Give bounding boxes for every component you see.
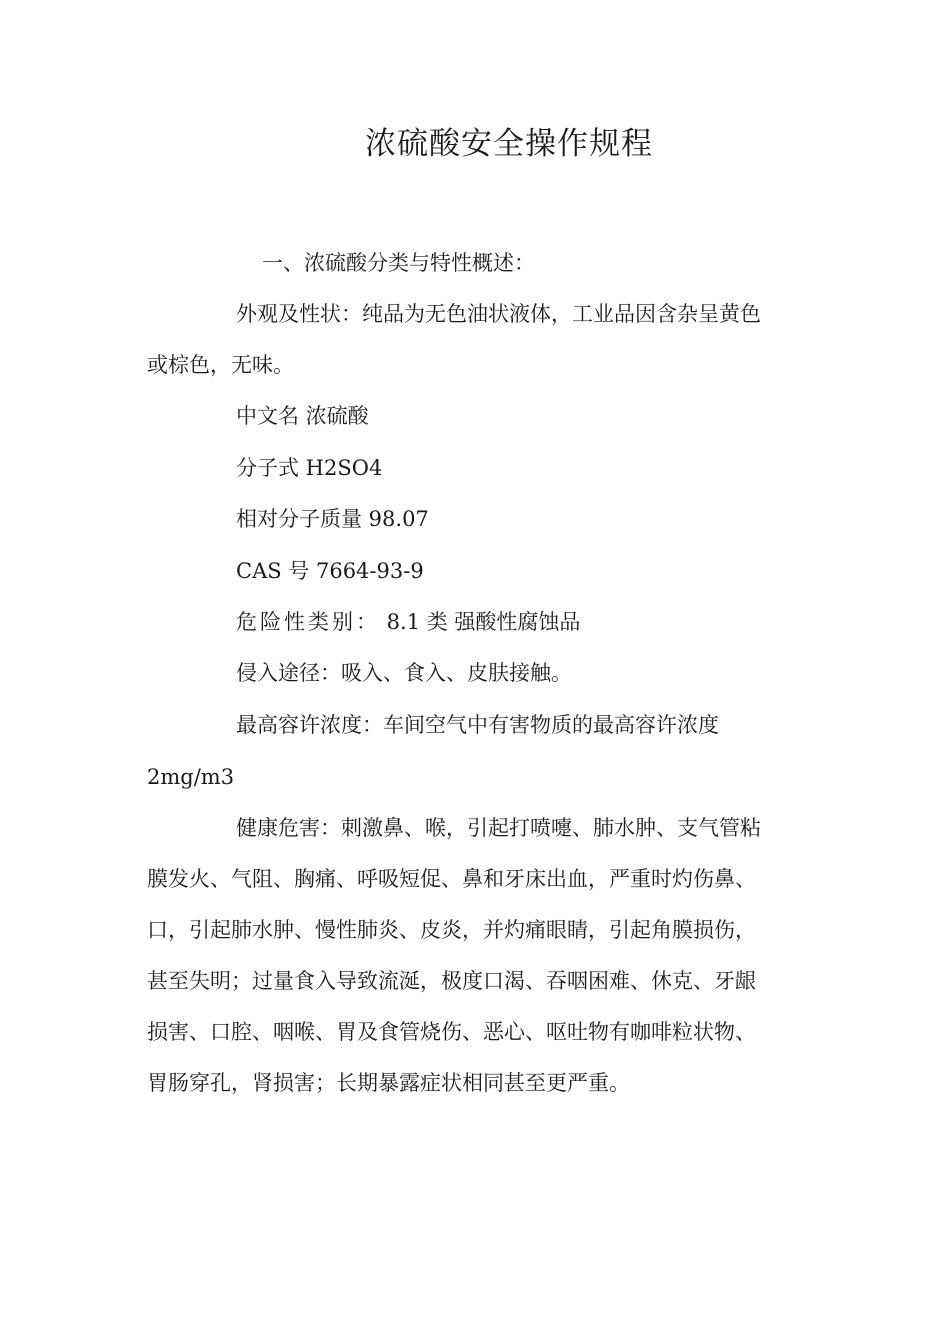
cas-number: CAS 号 7664-93-9	[236, 559, 424, 583]
health-hazard-line-3: 口，引起肺水肿、慢性肺炎、皮炎，并灼痛眼睛，引起角膜损伤，	[147, 918, 756, 942]
molecular-formula: 分子式 H2SO4	[236, 456, 383, 480]
hazard-class	[236, 607, 580, 637]
health-hazard-line-4: 甚至失明；过量食入导致流涎，极度口渴、吞咽困难、休克、牙龈	[147, 969, 756, 993]
appearance-line-1: 外观及性状：纯品为无色油状液体，工业品因含杂呈黄色	[236, 302, 761, 326]
hazard-class-value: 8.1 类 强酸性腐蚀品	[380, 610, 581, 634]
document-title: 浓硫酸安全操作规程	[365, 126, 653, 162]
chinese-name: 中文名 浓硫酸	[236, 404, 369, 428]
max-concentration-line-1: 最高容许浓度：车间空气中有害物质的最高容许浓度	[236, 713, 719, 737]
max-concentration-line-2: 2mg/m3	[147, 765, 235, 789]
health-hazard-line-6: 胃肠穿孔，肾损害；长期暴露症状相同甚至更严重。	[147, 1071, 630, 1095]
section-heading: 一、浓硫酸分类与特性概述：	[262, 251, 535, 275]
health-hazard-line-1: 健康危害：刺激鼻、喉，引起打喷嚏、肺水肿、支气管粘	[236, 816, 761, 840]
entry-route: 侵入途径：吸入、食入、皮肤接触。	[236, 661, 572, 685]
health-hazard-line-5: 损害、口腔、咽喉、胃及食管烧伤、恶心、呕吐物有咖啡粒状物、	[147, 1020, 756, 1044]
health-hazard-line-2: 膜发火、气阻、胸痛、呼吸短促、鼻和牙床出血，严重时灼伤鼻、	[147, 867, 756, 891]
molar-mass: 相对分子质量 98.07	[236, 507, 429, 531]
hazard-class-label: 危险性类别：	[236, 610, 380, 634]
appearance-line-2: 或棕色，无味。	[147, 353, 294, 377]
